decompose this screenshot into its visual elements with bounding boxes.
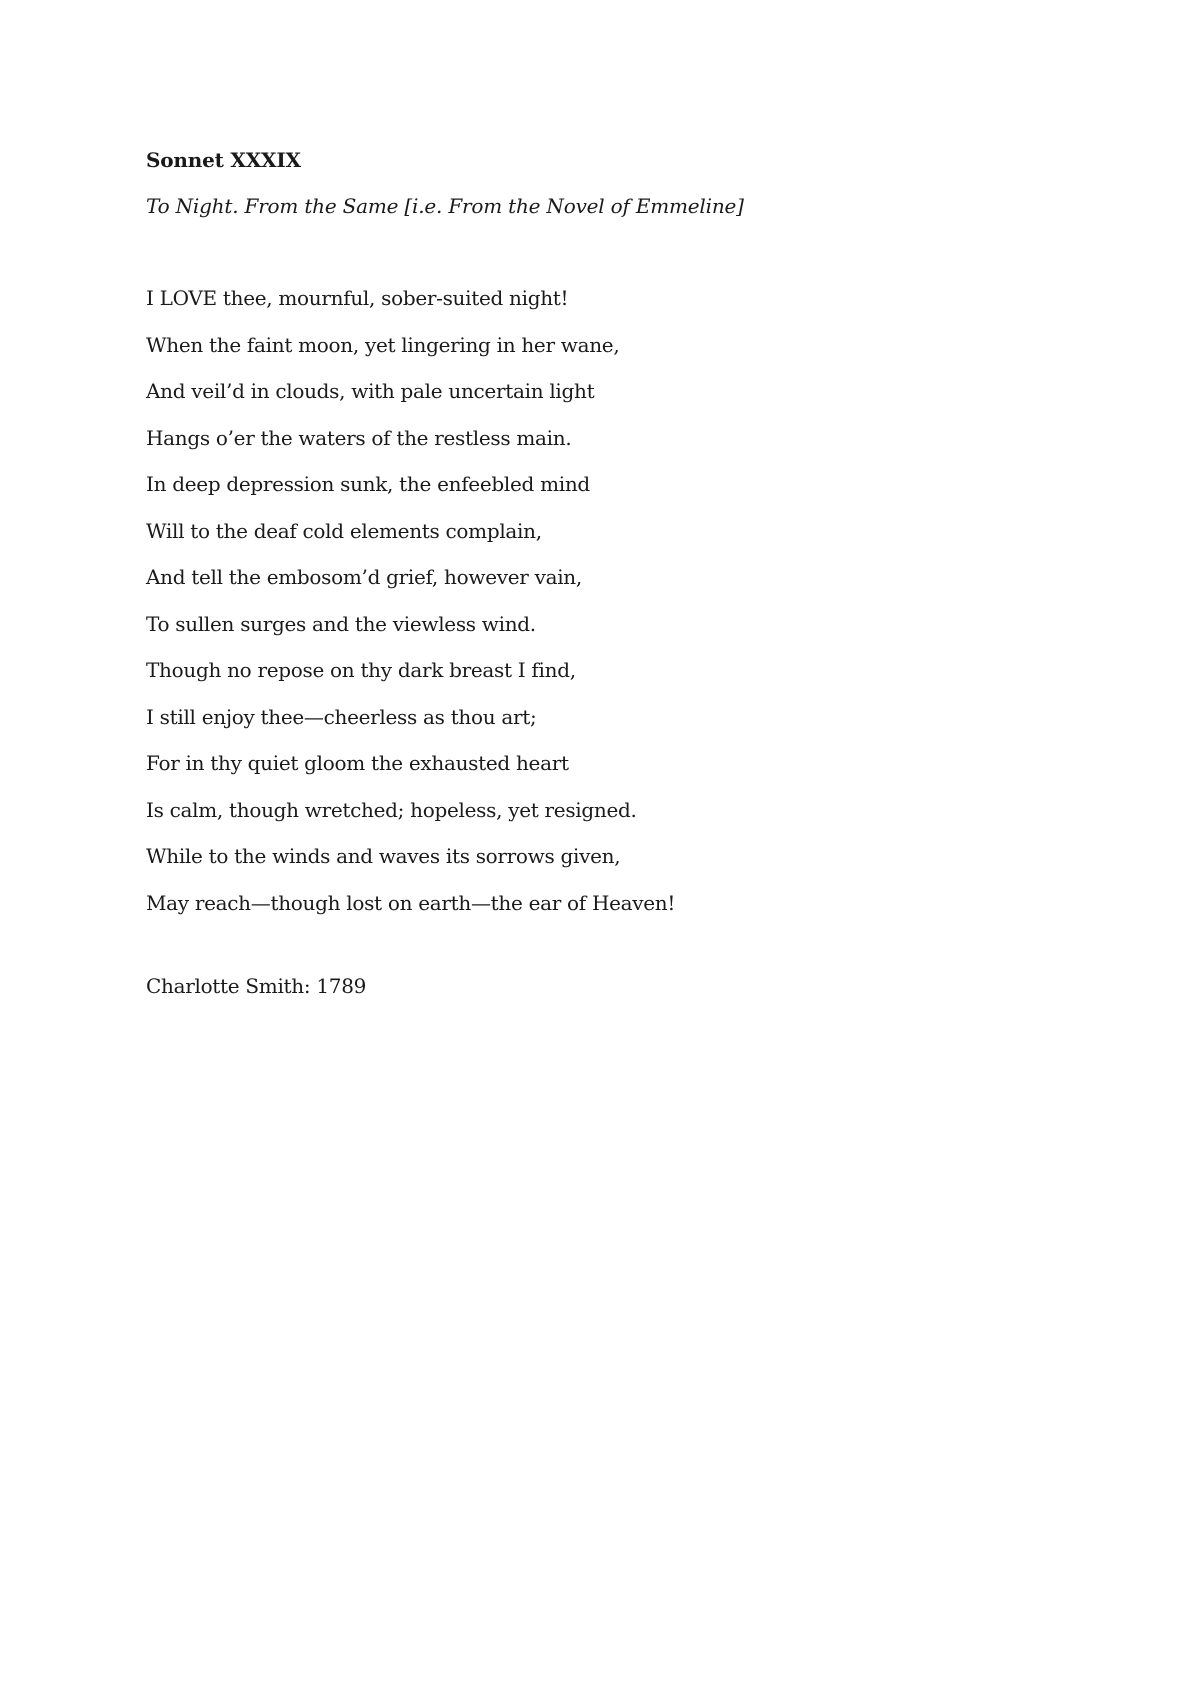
- poem-line: When the faint moon, yet lingering in her wane,: [146, 332, 620, 357]
- poem-line: And veil’d in clouds, with pale uncertain light: [146, 379, 595, 403]
- poem-line: To sullen surges and the viewless wind.: [146, 611, 536, 636]
- document-content: [146, 146, 1106, 1000]
- poem-line: While to the winds and waves its sorrows given,: [146, 844, 621, 868]
- poem-line: And tell the embosom’d grief, however vain,: [146, 565, 582, 589]
- poem-body: [146, 275, 1106, 926]
- poem-line: I still enjoy thee—cheerless as thou art;: [146, 704, 537, 729]
- poem-attribution: Charlotte Smith: 1789: [146, 974, 367, 998]
- poem-line: Though no repose on thy dark breast I find,: [146, 658, 576, 682]
- poem-line: In deep depression sunk, the enfeebled mind: [146, 472, 590, 496]
- poem-line: For in thy quiet gloom the exhausted heart: [146, 751, 569, 775]
- poem-line: Hangs o’er the waters of the restless main.: [146, 425, 572, 450]
- poem-subtitle: To Night. From the Same [i.e. From the Novel of Emmeline]: [146, 194, 744, 218]
- poem-title: Sonnet XXXIX: [146, 148, 301, 172]
- poem-line: May reach—though lost on earth—the ear of Heaven!: [146, 890, 676, 915]
- poem-line: Is calm, though wretched; hopeless, yet resigned.: [146, 797, 637, 822]
- poem-line: I LOVE thee, mournful, sober-suited night!: [146, 286, 569, 310]
- poem-line: Will to the deaf cold elements complain,: [146, 518, 542, 543]
